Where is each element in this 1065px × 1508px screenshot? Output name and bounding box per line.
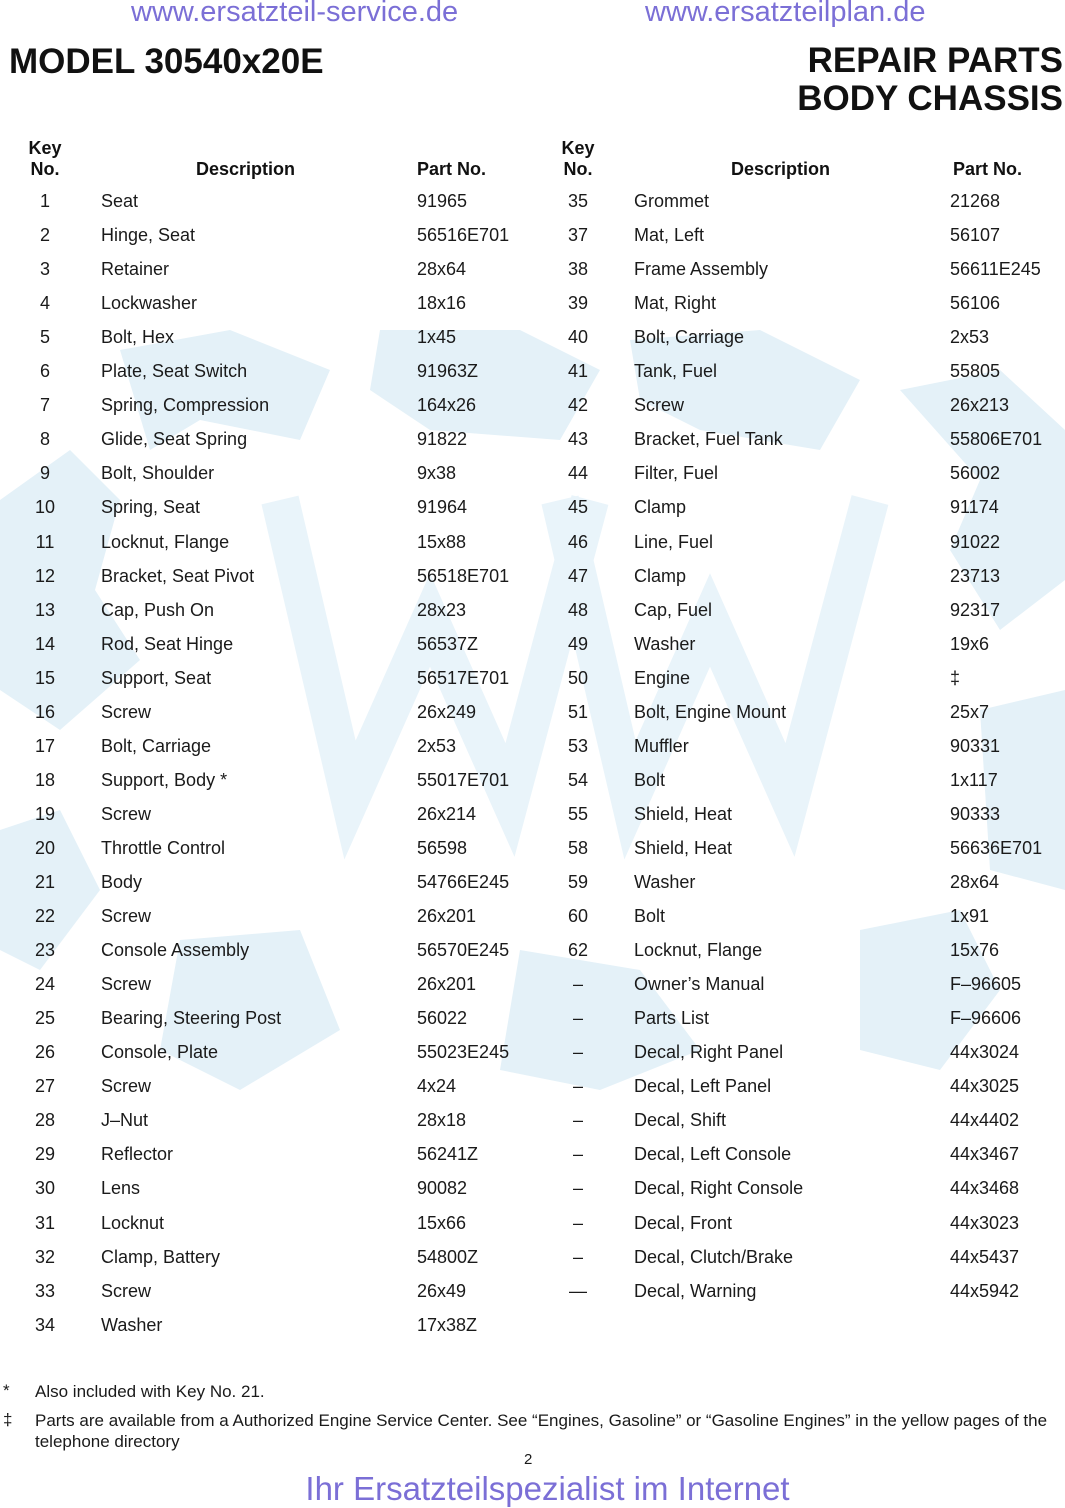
watermark-url-left: www.ersatzteil-service.de xyxy=(131,0,459,28)
part-number: F–96605 xyxy=(950,974,1022,995)
key-number: – xyxy=(572,1212,583,1233)
part-number: 90333 xyxy=(950,803,1001,824)
table-row xyxy=(0,1246,1065,1268)
key-number: 45 xyxy=(567,497,589,518)
table-row xyxy=(0,565,1065,587)
table-row xyxy=(0,394,1065,416)
key-number: 34 xyxy=(34,1314,56,1335)
dagger-mark: ‡ xyxy=(3,1410,13,1429)
key-number: 4 xyxy=(39,293,50,314)
key-number: – xyxy=(572,1042,583,1063)
part-number: 55805 xyxy=(950,361,1001,382)
key-number: 51 xyxy=(567,701,589,722)
part-description: Muffler xyxy=(634,735,689,756)
key-number: – xyxy=(572,1008,583,1029)
part-description: Shield, Heat xyxy=(634,803,733,824)
part-description: Lens xyxy=(101,1178,141,1199)
part-number: 56022 xyxy=(417,1008,468,1029)
key-number: 15 xyxy=(34,667,56,688)
key-number: 9 xyxy=(39,463,50,484)
key-number: 28 xyxy=(34,1110,56,1131)
key-number: 18 xyxy=(34,769,56,790)
part-description: Clamp xyxy=(634,497,687,518)
key-number: 31 xyxy=(34,1212,56,1233)
part-number: 90082 xyxy=(417,1178,468,1199)
part-number: 1x91 xyxy=(950,906,990,927)
part-description: Decal, Clutch/Brake xyxy=(634,1246,794,1267)
part-description: J–Nut xyxy=(101,1110,149,1131)
table-row xyxy=(0,360,1065,382)
table-row xyxy=(0,769,1065,791)
part-description: Decal, Right Console xyxy=(634,1178,804,1199)
part-description: Retainer xyxy=(101,259,170,280)
part-number: 164x26 xyxy=(417,395,477,416)
part-number: 56107 xyxy=(950,225,1001,246)
part-number: 26x249 xyxy=(417,701,477,722)
right-part-no-header: Part No. xyxy=(953,159,1023,179)
key-number: 49 xyxy=(567,633,589,654)
part-description: Bearing, Steering Post xyxy=(101,1008,282,1029)
key-number: 62 xyxy=(567,940,589,961)
part-number: 56570E245 xyxy=(417,940,510,961)
table-row xyxy=(0,701,1065,723)
asterisk-footnote: Also included with Key No. 21. xyxy=(35,1382,265,1401)
part-number: 26x201 xyxy=(417,906,477,927)
part-number: 54766E245 xyxy=(417,872,510,892)
key-header-line2: No. xyxy=(30,159,60,179)
part-description: Locknut xyxy=(101,1212,165,1233)
table-row xyxy=(0,735,1065,757)
part-number: 44x3025 xyxy=(950,1076,1020,1097)
part-number: 4x24 xyxy=(417,1076,457,1097)
key-number: 2 xyxy=(39,225,50,246)
part-number: 55017E701 xyxy=(417,769,510,790)
table-row xyxy=(0,224,1065,246)
key-number: 46 xyxy=(567,531,589,552)
key-number: 42 xyxy=(567,395,589,416)
part-description: Rod, Seat Hinge xyxy=(101,633,234,654)
part-description: Hinge, Seat xyxy=(101,225,196,246)
key-number: 38 xyxy=(567,259,589,280)
table-row xyxy=(0,326,1065,348)
part-number: 56598 xyxy=(417,837,468,858)
part-number: ‡ xyxy=(950,667,961,688)
part-description: Glide, Seat Spring xyxy=(101,429,248,450)
key-number: 39 xyxy=(567,293,589,314)
part-number: 15x76 xyxy=(950,940,1000,961)
part-number: 2x53 xyxy=(950,327,990,348)
part-number: 91964 xyxy=(417,497,468,518)
table-row xyxy=(0,1314,1065,1336)
key-number: 41 xyxy=(567,361,589,382)
key-number: – xyxy=(572,1246,583,1267)
part-description: Spring, Seat xyxy=(101,497,201,518)
key-number: – xyxy=(572,1144,583,1165)
part-number: 56106 xyxy=(950,293,1001,314)
part-description: Throttle Control xyxy=(101,837,226,858)
part-description: Screw xyxy=(101,906,152,927)
part-number: 56241Z xyxy=(417,1144,479,1165)
part-number: 44x4402 xyxy=(950,1110,1020,1131)
part-number: 26x213 xyxy=(950,395,1010,416)
part-number: 44x3024 xyxy=(950,1042,1020,1063)
key-number: 44 xyxy=(567,463,589,484)
key-number: 8 xyxy=(39,429,50,450)
part-number: 92317 xyxy=(950,599,1001,620)
section-title xyxy=(797,42,1063,118)
table-row xyxy=(0,1212,1065,1234)
part-number: 56611E245 xyxy=(950,259,1041,280)
part-description: Decal, Left Console xyxy=(634,1144,792,1165)
part-description: Screw xyxy=(101,974,152,995)
key-number: 30 xyxy=(34,1178,56,1199)
part-description: Decal, Front xyxy=(634,1212,733,1233)
model-title: MODEL 30540x20E xyxy=(9,42,324,81)
part-number: 26x49 xyxy=(417,1280,467,1301)
part-description: Locknut, Flange xyxy=(101,531,230,552)
part-number: 44x5942 xyxy=(950,1280,1020,1301)
table-row xyxy=(0,190,1065,212)
key-number: — xyxy=(569,1280,587,1301)
key-header-line2: No. xyxy=(563,159,593,179)
key-number: 37 xyxy=(567,225,589,246)
left-description-header: Description xyxy=(196,159,296,179)
part-number: 2x53 xyxy=(417,735,457,756)
watermark-tagline: Ihr Ersatzteilspezialist im Internet xyxy=(305,1470,790,1507)
part-description: Bolt, Hex xyxy=(101,327,175,348)
part-description: Bolt xyxy=(634,906,666,927)
table-row xyxy=(0,837,1065,859)
part-description: Clamp, Battery xyxy=(101,1246,221,1267)
part-number: 21268 xyxy=(950,191,1001,211)
asterisk-mark: * xyxy=(3,1381,10,1400)
part-description: Decal, Left Panel xyxy=(634,1076,772,1097)
part-number: 91963Z xyxy=(417,361,479,382)
part-number: 55023E245 xyxy=(417,1042,510,1063)
table-row xyxy=(0,1280,1065,1302)
part-number: 26x214 xyxy=(417,803,477,824)
part-description: Frame Assembly xyxy=(634,259,769,280)
section-title-line2: BODY CHASSIS xyxy=(797,79,1063,118)
left-key-header xyxy=(27,138,63,180)
key-number: 33 xyxy=(34,1280,56,1301)
part-number: 18x16 xyxy=(417,293,467,314)
key-number: 40 xyxy=(567,327,589,348)
part-description: Washer xyxy=(634,872,696,892)
key-number: 53 xyxy=(567,735,589,756)
part-description: Grommet xyxy=(634,191,710,211)
part-description: Cap, Fuel xyxy=(634,599,713,620)
part-number: 19x6 xyxy=(950,633,990,654)
part-number: 54800Z xyxy=(417,1246,479,1267)
key-number: 27 xyxy=(34,1076,56,1097)
part-description: Screw xyxy=(634,395,685,416)
part-description: Bracket, Fuel Tank xyxy=(634,429,783,450)
page-number: 2 xyxy=(524,1451,533,1468)
part-description: Screw xyxy=(101,803,152,824)
part-description: Reflector xyxy=(101,1144,174,1165)
table-row xyxy=(0,633,1065,655)
table-row xyxy=(0,292,1065,314)
part-description: Bracket, Seat Pivot xyxy=(101,565,255,586)
key-number: 21 xyxy=(34,872,56,892)
part-number: 91965 xyxy=(417,191,468,211)
part-number: 44x3467 xyxy=(950,1144,1020,1165)
part-number: 56537Z xyxy=(417,633,479,654)
part-description: Filter, Fuel xyxy=(634,463,719,484)
key-number: 58 xyxy=(567,837,589,858)
table-row xyxy=(0,667,1065,689)
part-description: Clamp xyxy=(634,565,687,586)
part-number: 15x88 xyxy=(417,531,467,552)
part-number: 44x3023 xyxy=(950,1212,1020,1233)
table-row xyxy=(0,939,1065,961)
key-number: 25 xyxy=(34,1008,56,1029)
part-description: Engine xyxy=(634,667,691,688)
key-number: 32 xyxy=(34,1246,56,1267)
part-number: 91022 xyxy=(950,531,1001,552)
right-description-header: Description xyxy=(731,159,831,179)
part-description: Bolt, Carriage xyxy=(634,327,745,348)
section-title-line1: REPAIR PARTS xyxy=(807,41,1063,80)
key-number: 54 xyxy=(567,769,589,790)
key-number: 35 xyxy=(567,191,589,211)
table-row xyxy=(0,428,1065,450)
key-number: 6 xyxy=(39,361,50,382)
part-description: Decal, Right Panel xyxy=(634,1042,784,1063)
key-number: 12 xyxy=(34,565,56,586)
part-number: F–96606 xyxy=(950,1008,1022,1029)
part-description: Console, Plate xyxy=(101,1042,219,1063)
part-number: 1x45 xyxy=(417,327,457,348)
table-row xyxy=(0,1177,1065,1199)
dagger-footnote: Parts are available from a Authorized Engine Service Center. See “Engines, Gasoline” or “Gasoline Engines” in the yellow pages of the telephone directory xyxy=(35,1411,1048,1451)
part-number: 55806E701 xyxy=(950,429,1043,450)
part-description: Body xyxy=(101,872,143,892)
key-number: 5 xyxy=(39,327,50,348)
part-description: Washer xyxy=(634,633,696,654)
key-number: 20 xyxy=(34,837,56,858)
part-number: 15x66 xyxy=(417,1212,467,1233)
part-number: 56518E701 xyxy=(417,565,510,586)
key-number: 7 xyxy=(39,395,50,416)
key-number: 43 xyxy=(567,429,589,450)
table-row xyxy=(0,258,1065,280)
key-number: 24 xyxy=(34,974,56,995)
key-number: 29 xyxy=(34,1144,56,1165)
part-description: Locknut, Flange xyxy=(634,940,763,961)
part-number: 17x38Z xyxy=(417,1314,478,1335)
key-number: 13 xyxy=(34,599,56,620)
part-number: 91822 xyxy=(417,429,468,450)
key-number: 60 xyxy=(567,906,589,927)
key-number: 48 xyxy=(567,599,589,620)
part-number: 44x5437 xyxy=(950,1246,1020,1267)
part-description: Console Assembly xyxy=(101,940,250,961)
part-number: 44x3468 xyxy=(950,1178,1020,1199)
key-number: 14 xyxy=(34,633,56,654)
part-number: 28x64 xyxy=(417,259,467,280)
part-number: 9x38 xyxy=(417,463,457,484)
part-description: Tank, Fuel xyxy=(634,361,718,382)
key-number: 47 xyxy=(567,565,589,586)
part-description: Owner’s Manual xyxy=(634,974,765,995)
key-number: 10 xyxy=(34,497,56,518)
part-number: 28x18 xyxy=(417,1110,467,1131)
left-part-no-header: Part No. xyxy=(417,159,487,179)
part-number: 90331 xyxy=(950,735,1001,756)
part-description: Washer xyxy=(101,1314,163,1335)
key-number: 55 xyxy=(567,803,589,824)
key-number: 19 xyxy=(34,803,56,824)
table-row xyxy=(0,1143,1065,1165)
key-number: 17 xyxy=(34,735,56,756)
key-number: 16 xyxy=(34,701,56,722)
table-row xyxy=(0,871,1065,893)
table-row xyxy=(0,905,1065,927)
part-description: Parts List xyxy=(634,1008,710,1029)
key-number: 11 xyxy=(35,531,55,552)
part-description: Mat, Left xyxy=(634,225,705,246)
part-description: Seat xyxy=(101,191,139,211)
part-description: Support, Seat xyxy=(101,667,212,688)
table-row xyxy=(0,531,1065,553)
part-description: Shield, Heat xyxy=(634,837,733,858)
key-number: 3 xyxy=(39,259,50,280)
part-description: Support, Body * xyxy=(101,769,228,790)
part-description: Decal, Shift xyxy=(634,1110,727,1131)
part-description: Decal, Warning xyxy=(634,1280,757,1301)
part-description: Screw xyxy=(101,1280,152,1301)
key-number: – xyxy=(572,974,583,995)
key-number: – xyxy=(572,1076,583,1097)
part-number: 56517E701 xyxy=(417,667,510,688)
right-key-header xyxy=(560,138,596,180)
key-header-line1: Key xyxy=(28,138,62,158)
table-row xyxy=(0,1109,1065,1131)
key-header-line1: Key xyxy=(561,138,595,158)
part-number: 56516E701 xyxy=(417,225,510,246)
part-description: Screw xyxy=(101,1076,152,1097)
key-number: 23 xyxy=(34,940,56,961)
table-row xyxy=(0,1041,1065,1063)
watermark-url-right: www.ersatzteilplan.de xyxy=(645,0,926,28)
table-row xyxy=(0,803,1065,825)
part-description: Bolt, Engine Mount xyxy=(634,701,787,722)
part-description: Plate, Seat Switch xyxy=(101,361,248,382)
table-row xyxy=(0,599,1065,621)
key-number: 50 xyxy=(567,667,589,688)
part-number: 25x7 xyxy=(950,701,990,722)
key-number: 1 xyxy=(39,191,50,211)
table-row xyxy=(0,462,1065,484)
part-number: 28x23 xyxy=(417,599,467,620)
part-description: Screw xyxy=(101,701,152,722)
part-description: Bolt, Shoulder xyxy=(101,463,215,484)
part-description: Lockwasher xyxy=(101,293,198,314)
part-number: 23713 xyxy=(950,565,1001,586)
part-description: Mat, Right xyxy=(634,293,717,314)
part-number: 1x117 xyxy=(950,769,998,790)
table-row xyxy=(0,1007,1065,1029)
table-row xyxy=(0,496,1065,518)
part-description: Spring, Compression xyxy=(101,395,270,416)
part-description: Bolt, Carriage xyxy=(101,735,212,756)
part-number: 56002 xyxy=(950,463,1001,484)
key-number: – xyxy=(572,1178,583,1199)
table-row xyxy=(0,973,1065,995)
part-number: 28x64 xyxy=(950,872,1000,892)
key-number: 59 xyxy=(567,872,589,892)
key-number: 22 xyxy=(34,906,56,927)
part-number: 56636E701 xyxy=(950,837,1043,858)
key-number: – xyxy=(572,1110,583,1131)
part-number: 91174 xyxy=(950,497,999,518)
part-description: Cap, Push On xyxy=(101,599,215,620)
table-row xyxy=(0,1075,1065,1097)
part-number: 26x201 xyxy=(417,974,477,995)
part-description: Line, Fuel xyxy=(634,531,714,552)
part-description: Bolt xyxy=(634,769,666,790)
key-number: 26 xyxy=(34,1042,56,1063)
